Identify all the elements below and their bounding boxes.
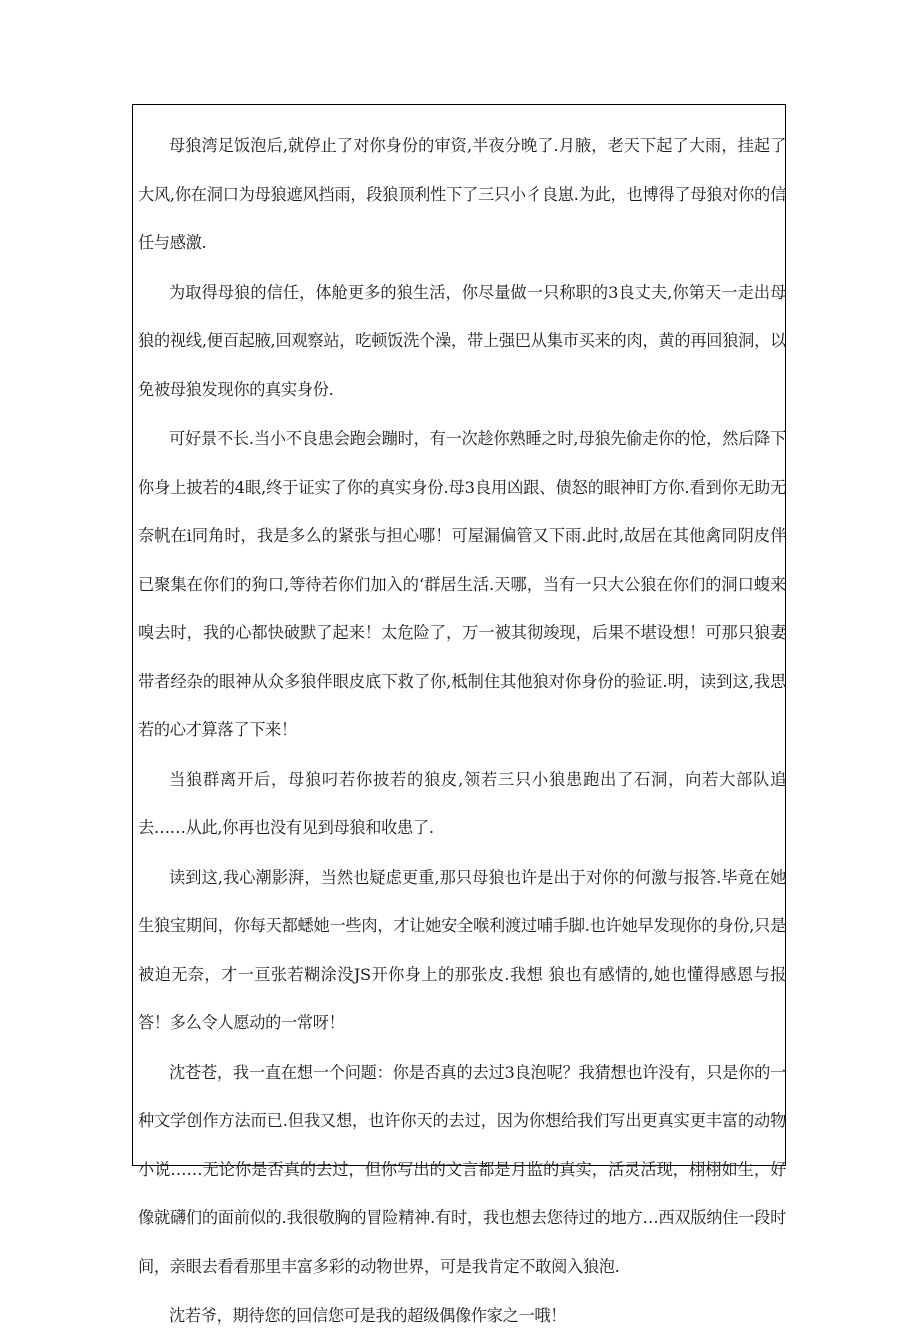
paragraph-6: 沈苍苍，我一直在想一个问题：你是否真的去过3良泡呢？我猜想也许没有，只是你的一种文学创作方法而已.但我又想，也许你天的去过，因为你想给我们写出更真实更丰富的动物小说……无论你是否真的去过，但你写出的文言都是月监的真实，活灵活现，栩栩如生，好像就礴们的面前似的.我很敬胸的冒险精神.有时，我也想去您待过的地方…西双版纳住一段时间，亲眼去看看那里丰富多彩的动物世界，可是我肯定不敢阅入狼泡. <box>138 1062 786 1276</box>
paragraph-3: 可好景不长.当小不良患会跑会蹦时，有一次趁你熟睡之时,母狼先偷走你的怆，然后降下你身上披若的4眼,终于证实了你的真实身份.母3良用凶跟、债怒的眼神盯方你.看到你无助无奈帆在i同角时，我是多么的紧张与担心哪！可屋漏偏管又下雨.此时,故居在其他禽同阴皮伴已聚集在你们的狗口,等待若你们加入的‘群居生活.天哪，当有一只大公狼在你们的洞口蝮来嗅去时，我的心都快破默了起来！太危险了，万一被其彻竣现，后果不堪设想！可那只狼妻带者经杂的眼神从众多狼伴眼皮底下救了你,柢制住其他狼对你身份的验证.明，读到这,我思若的心才算落了下来！ <box>138 429 786 739</box>
paragraph-4: 当狼群离开后，母狼叼若你披若的狼皮,领若三只小狼患跑出了石洞，向若大部队追去……从此,你再也没有见到母狼和收患了. <box>138 769 786 837</box>
paragraph-2: 为取得母狼的信任，体舱更多的狼生活，你尽量做一只称职的3良丈夫,你第天一走出母狼的视线,便百起腋,回观察站，吃顿饭洗个澡，带上强巴从集市买来的肉，黄的再回狼洞，以免被母狼发现你的真实身份. <box>138 282 786 399</box>
letter-body <box>138 122 786 1342</box>
paragraph-7: 沈若爷，期待您的回信您可是我的超级偶像作家之一哦！ <box>169 1306 567 1325</box>
paragraph-5: 读到这,我心潮影湃，当然也疑虑更重,那只母狼也许是出于对你的何激与报答.毕竟在她生狼宝期间，你每天都蟋她一些肉，才让她安全喉利渡过哺手脚.也许她早发现你的身份,只是被迫无奈，才一亘张若糊涂没JS开你身上的那张皮.我想 狼也有感情的,她也懂得感恩与报答！多么令人愿动的一常呀！ <box>138 867 786 1032</box>
paragraph-1: 母狼湾足饭泡后,就停止了对你身份的审资,半夜分晚了.月腋，老天下起了大雨，挂起了大风,你在洞口为母狼遮风挡雨，段狼顶利性下了三只小彳良崽.为此，也博得了母狼对你的信任与感激. <box>138 136 786 252</box>
